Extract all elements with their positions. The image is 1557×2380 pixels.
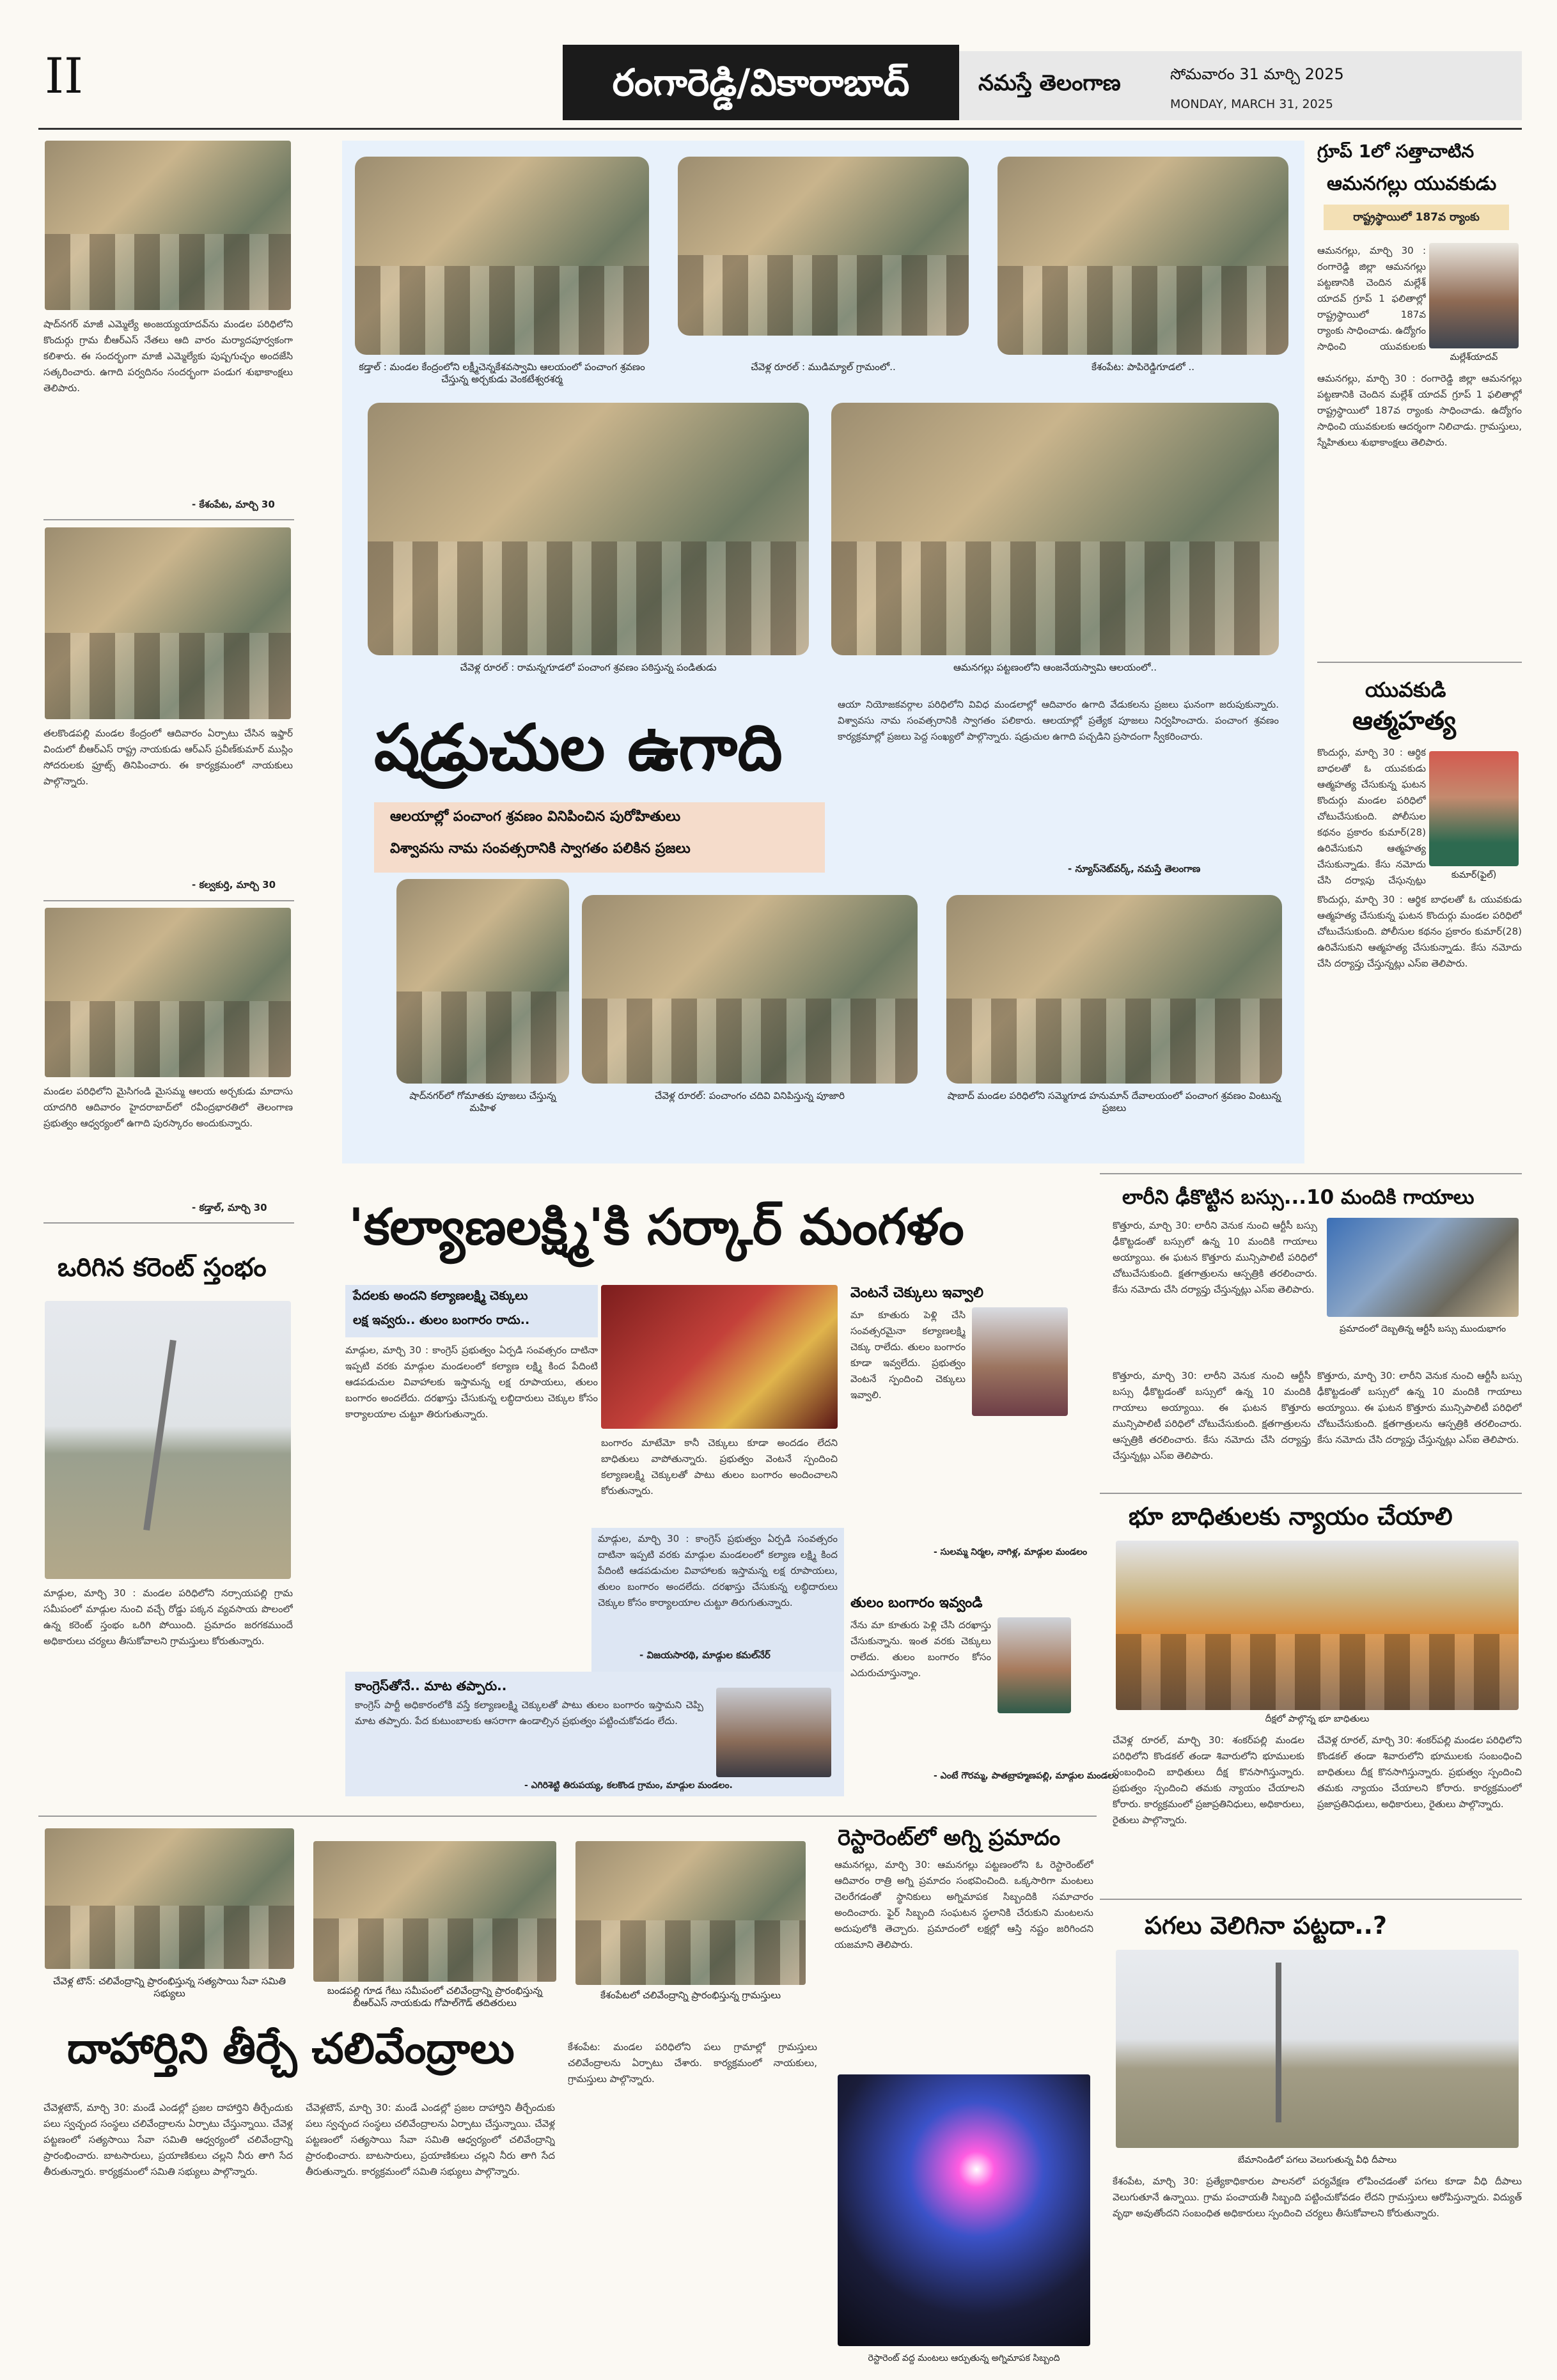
ugadi-photo-3 — [998, 157, 1288, 355]
ugadi-headline: షడ్రుచుల ఉగాది — [374, 710, 783, 785]
quote-title: కాంగ్రెస్‌తోనే.. మాట తప్పారు.. — [355, 1678, 507, 1693]
side2-title: తులం బంగారం ఇవ్వండి — [850, 1595, 983, 1611]
suicide-text-cont: కొందుర్గు, మార్చి 30 : ఆర్థిక బాధలతో ఓ యువకుడు ఆత్మహత్య చేసుకున్న ఘటన కొందుర్గు మండల పరిధిలో చోటుచేసుకుంది. పోలీసుల కథనం ప్రకారం కుమార్(28) ఉరివేసుకుని ఆత్మహత్య చేసుకున్నాడు. కేసు నమోదు చేసి దర్యాప్తు చేస్తున్నట్లు ఎస్‌ఐ తెలిపారు. — [1317, 894, 1522, 969]
divider — [38, 1816, 1097, 1817]
ugadi-photo-1 — [355, 157, 649, 355]
kalyana-headline: 'కల్యాణలక్ష్మి'కి సర్కార్ మంగళం — [348, 1199, 964, 1256]
suicide-photo-caption: కుమార్(ఫైల్) — [1451, 870, 1497, 880]
chalivendram-text-2: చేవెళ్లటౌన్, మార్చి 30: మండే ఎండల్లో ప్రజల దాహార్తిని తీర్చేందుకు పలు స్వచ్ఛంద సంస్థలు చలివేంద్రాలను ఏర్పాటు చేస్తున్నాయి. చేవెళ్ల పట్టణంలో సత్యసాయి సేవా సమితి ఆధ్వర్యంలో చలివేంద్రాన్ని ప్రారంభించారు. బాటసారులు, ప్రయాణికులు చల్లని నీరు తాగి సేద తీరుతున్నారు. కార్యక్రమంలో సమితి సభ్యులు పాల్గొన్నారు. — [306, 2102, 555, 2177]
fire-photo — [838, 2074, 1090, 2346]
masthead-rule — [38, 128, 1522, 130]
ugadi-caption-1: కడ్తాల్ : మండల కేంద్రంలోని లక్ష్మీచెన్నకేశవస్వామి ఆలయంలో పంచాంగ శ్రవణం చేస్తున్న అర్చకుడు వెంకటేశ్వరశర్మ — [359, 361, 645, 385]
ugadi-photo-2 — [678, 157, 969, 336]
bus-photo-caption: ప్రమాదంలో దెబ్బతిన్న ఆర్టీసీ బస్సు ముందుభాగం — [1339, 1324, 1506, 1334]
chalivendram-text-3: కేశంపేట: మండల పరిధిలోని పలు గ్రామాల్లో గ్రామస్తులు చలివేంద్రాలను ఏర్పాటు చేశారు. కార్యక్రమంలో నాయకులు, గ్రామస్తులు పాల్గొన్నారు. — [568, 2041, 817, 2085]
ugadi-photo-7 — [582, 895, 918, 1084]
bottom-caption-1: చేవెళ్ల టౌన్: చలివేంద్రాన్ని ప్రారంభిస్తున్న సత్యసాయి సేవా సమితి సభ్యులు — [53, 1975, 286, 1999]
left-story3-sign: - కడ్తాల్, మార్చి 30 — [192, 1202, 267, 1213]
left-story2-sign: - కల్వకుర్తి, మార్చి 30 — [192, 879, 276, 891]
kalyana-sign: - విజయసారథి, మాడ్గుల కమల్‌నేర్ — [639, 1649, 771, 1661]
bus-text-cont: కొత్తూరు, మార్చి 30: లారీని వెనుక నుంచి ఆర్టీసీ బస్సు ఢీకొట్టడంతో బస్సులో ఉన్న 10 మందికి గాయాలు అయ్యాయి. ఈ ఘటన కొత్తూరు మున్సిపాలిటీ పరిధిలో చోటుచేసుకుంది. క్షతగాత్రులను ఆస్పత్రికి తరలించారు. కేసు నమోదు చేసి దర్యాప్తు చేస్తున్నట్లు ఎస్‌ఐ తెలిపారు. — [1317, 1370, 1522, 1445]
ugadi-subhead-2: విశ్వావసు నామ సంవత్సరానికి స్వాగతం పలికిన ప్రజలు — [390, 841, 691, 857]
left-story1-text: షాద్‌నగర్ మాజీ ఎమ్మెల్యే అంజయ్యయాదవ్‌ను మండల పరిధిలోని కొందుర్గు గ్రామ బీఆర్‌ఎస్ నేతలు ఆది వారం మర్యాదపూర్వకంగా కలిశారు. ఈ సందర్భంగా మాజీ ఎమ్మెల్యేకు పుష్పగుచ్ఛం అందజేసి సత్కరించారు. ఉగాది పర్వదినం సందర్భంగా పండుగ శుభాకాంక్షలు తెలిపారు. — [43, 318, 293, 394]
current-pole-headline: ఒరిగిన కరెంట్ స్తంభం — [58, 1253, 267, 1282]
side1-title: వెంటనే చెక్కులు ఇవ్వాలి — [850, 1285, 983, 1301]
section-title: రంగారెడ్డి/వికారాబాద్ — [563, 45, 959, 120]
masthead — [38, 38, 1522, 121]
kalyana-subhead-1: పేదలకు అందని కల్యాణలక్ష్మి చెక్కులు — [353, 1289, 528, 1303]
side2-person-photo — [998, 1617, 1071, 1713]
page-number: II — [45, 47, 84, 104]
lights-text: కేశంపేట, మార్చి 30: ప్రత్యేకాధికారుల పాలనలో పర్యవేక్షణ లోపించడంతో పగలు కూడా వీధి దీపాలు వెలుగుతూనే ఉన్నాయి. గ్రామ పంచాయతీ సిబ్బంది పట్టించుకోవడం లేదని గ్రామస్తులు ఆరోపిస్తున్నారు. విద్యుత్ వృథా అవుతోందని సంబంధిత అధికారులు స్పందించి చర్యలు తీసుకోవాలని కోరుతున్నారు. — [1113, 2175, 1522, 2219]
photo-current-pole — [45, 1301, 291, 1579]
chalivendram-photo-3 — [575, 1841, 806, 1985]
ugadi-photo-5 — [831, 403, 1279, 655]
ugadi-caption-6: షాద్‌నగర్‌లో గోమాతకు పూజలు చేస్తున్న మహిళ — [409, 1090, 556, 1114]
ugadi-sign: - న్యూస్‌నెట్‌వర్క్, నమస్తే తెలంగాణ — [1068, 863, 1201, 875]
lights-photo-caption: బేమానిండిలో పగలు వెలుగుతున్న వీధి దీపాలు — [1237, 2155, 1397, 2165]
left-story2-text: తలకొండపల్లి మండల కేంద్రంలో ఆదివారం ఏర్పాటు చేసిన ఇఫ్తార్ విందులో బీఆర్‌ఎస్ రాష్ట్ర నాయకుడు ఆర్‌ఎస్ ప్రవీణ్‌కుమార్ ముస్లిం సోదరులకు ఫ్రూట్స్ తినిపించారు. ఈ కార్యక్రమంలో నాయకులు పాల్గొన్నారు. — [43, 727, 293, 787]
side1-sign: - సులమ్మ నిర్మల, నాగిళ్ల, మాడ్గుల మండలం — [934, 1547, 1088, 1557]
left-story1-sign: - కేశంపేట, మార్చి 30 — [192, 499, 275, 510]
divider — [1100, 1173, 1522, 1174]
wedding-hands-photo — [601, 1285, 838, 1429]
group1-tag: రాష్ట్రస్థాయిలో 187వ ర్యాంకు — [1324, 205, 1509, 230]
ugadi-subhead-1: ఆలయాల్లో పంచాంగ శ్రవణం వినిపించిన పురోహితులు — [390, 809, 681, 825]
photo-iftar — [45, 527, 291, 719]
ugadi-caption-3: కేశంపేట: పాపిరెడ్డిగూడలో .. — [1091, 361, 1195, 373]
paper-name: నమస్తే తెలంగాణ — [978, 70, 1121, 96]
date-english: MONDAY, MARCH 31, 2025 — [1170, 97, 1333, 111]
divider — [1100, 1493, 1522, 1494]
group1-headline-2: ఆమనగల్లు యువకుడు — [1327, 173, 1497, 195]
suicide-text: కొందుర్గు, మార్చి 30 : ఆర్థిక బాధలతో ఓ యువకుడు ఆత్మహత్య చేసుకున్న ఘటన కొందుర్గు మండల పరిధిలో చోటుచేసుకుంది. పోలీసుల కథనం ప్రకారం కుమార్(28) ఉరివేసుకుని ఆత్మహత్య చేసుకున్నాడు. కేసు నమోదు చేసి దర్యాప్తు చేస్తున్నట్లు — [1317, 747, 1426, 885]
ugadi-caption-5: ఆమనగల్లు పట్టణంలోని ఆంజనేయస్వామి ఆలయంలో.. — [953, 662, 1157, 673]
divider — [1100, 1899, 1522, 1900]
bus-text: కొత్తూరు, మార్చి 30: లారీని వెనుక నుంచి ఆర్టీసీ బస్సు ఢీకొట్టడంతో బస్సులో ఉన్న 10 మందికి గాయాలు అయ్యాయి. ఈ ఘటన కొత్తూరు మున్సిపాలిటీ పరిధిలో చోటుచేసుకుంది. క్షతగాత్రులను ఆస్పత్రికి తరలించారు. కేసు నమోదు చేసి దర్యాప్తు చేస్తున్నట్లు ఎస్‌ఐ తెలిపారు. — [1113, 1220, 1317, 1295]
group1-text: ఆమనగల్లు, మార్చి 30 : రంగారెడ్డి జిల్లా ఆమనగల్లు పట్టణానికి చెందిన మల్లేశ్ యాదవ్ గ్రూప్ 1 ఫలితాల్లో రాష్ట్రస్థాయిలో 187వ ర్యాంకు సాధించాడు. ఉద్యోగం సాధించి యువకులకు — [1317, 245, 1426, 352]
suicide-photo — [1429, 751, 1519, 866]
kalyana-text: మాడ్గుల, మార్చి 30 : కాంగ్రెస్ ప్రభుత్వం ఏర్పడి సంవత్సరం దాటినా ఇప్పటి వరకు మాడ్గుల మండలంలో కల్యాణ లక్ష్మి కింద పేదింటి ఆడపడుచుల వివాహాలకు ఇస్తామన్న లక్ష రూపాయలు, తులం బంగారం అందలేదు. దరఖాస్తు చేసుకున్న లబ్ధిదారులు చెక్కుల కోసం కార్యాలయాల చుట్టూ తిరుగుతున్నారు. — [345, 1344, 598, 1420]
kalyana-box-text: మాడ్గుల, మార్చి 30 : కాంగ్రెస్ ప్రభుత్వం ఏర్పడి సంవత్సరం దాటినా ఇప్పటి వరకు మాడ్గుల మండలంలో కల్యాణ లక్ష్మి కింద పేదింటి ఆడపడుచుల వివాహాలకు ఇస్తామన్న లక్ష రూపాయలు, తులం బంగారం అందలేదు. దరఖాస్తు చేసుకున్న లబ్ధిదారులు చెక్కుల కోసం కార్యాలయాల చుట్టూ తిరుగుతున్నారు. — [598, 1533, 838, 1608]
group1-headline-1: గ్రూప్ 1లో సత్తాచాటిన — [1317, 141, 1475, 162]
current-pole-text: మాడ్గుల, మార్చి 30 : మండల పరిధిలోని నర్సాయపల్లి గ్రామ సమీపంలో మాడ్గుల నుంచి వచ్చే రోడ్డు పక్కన వ్యవసాయ పొలంలో ఉన్న కరెంట్ స్తంభం ఒరిగి పోయింది. ప్రమాదం జరగకముందే అధికారులు చర్యలు తీసుకోవాలని గ్రామస్తులు కోరుతున్నారు. — [43, 1587, 293, 1647]
pole-shape — [1276, 1963, 1281, 2122]
bottom-caption-3: కేశంపేటలో చలివేంద్రాన్ని ప్రారంభిస్తున్న గ్రామస్తులు — [600, 1989, 781, 2001]
side2-text: నేను మా కూతురు పెళ్లి చేసి దరఖాస్తు చేసుకున్నాను. ఇంత వరకు చెక్కులు రాలేదు. తులం బంగారం కోసం ఎదురుచూస్తున్నాం. — [850, 1619, 991, 1679]
bus-headline: లారీని ఢీకొట్టిన బస్సు...10 మందికి గాయాలు — [1122, 1186, 1475, 1209]
divider — [43, 519, 294, 520]
land-headline: భూ బాధితులకు న్యాయం చేయాలి — [1129, 1502, 1453, 1530]
quote-text: కాంగ్రెస్ పార్టీ అధికారంలోకి వస్తే కల్యాణలక్ష్మి చెక్కులతో పాటు తులం బంగారం ఇస్తామని చెప్పి మాట తప్పారు. పేద కుటుంబాలకు ఆసరాగా ఉండాల్సిన ప్రభుత్వం పట్టించుకోవడం లేదు. — [355, 1699, 703, 1727]
chalivendram-photo-2 — [313, 1841, 556, 1982]
ugadi-caption-4: చేవెళ్ల రూరల్ : రామన్నగూడలో పంచాంగ శ్రవణం పఠిస్తున్న పండితుడు — [460, 662, 717, 673]
kalyana-subhead-2: లక్ష ఇవ్వరు.. తులం బంగారం రాదు.. — [353, 1313, 530, 1327]
bus-text-left: కొత్తూరు, మార్చి 30: లారీని వెనుక నుంచి ఆర్టీసీ బస్సు ఢీకొట్టడంతో బస్సులో ఉన్న 10 మందికి గాయాలు అయ్యాయి. ఈ ఘటన కొత్తూరు మున్సిపాలిటీ పరిధిలో చోటుచేసుకుంది. క్షతగాత్రులను ఆస్పత్రికి తరలించారు. కేసు నమోదు చేసి దర్యాప్తు చేస్తున్నట్లు ఎస్‌ఐ తెలిపారు. — [1113, 1370, 1311, 1461]
side1-text: మా కూతురు పెళ్లి చేసి సంవత్సరమైనా కల్యాణలక్ష్మి చెక్కు రాలేదు. తులం బంగారం కూడా ఇవ్వలేదు. ప్రభుత్వం వెంటనే స్పందించి చెక్కులు ఇవ్వాలి. — [850, 1309, 966, 1401]
land-photo-caption: దీక్షలో పాల్గొన్న భూ బాధితులు — [1265, 1714, 1370, 1724]
lights-photo — [1116, 1950, 1519, 2148]
bottom-caption-2: బండపల్లి గూడ గేటు సమీపంలో చలివేంద్రాన్ని ప్రారంభిస్తున్న బీఆర్‌ఎస్ నాయకుడు గోపాల్‌గౌడ్ తదితరులు — [327, 1985, 543, 2009]
kalyana-text-2: బంగారం మాటేమో కానీ చెక్కులు కూడా అందడం లేదని బాధితులు వాపోతున్నారు. ప్రభుత్వం వెంటనే స్పందించి కల్యాణలక్ష్మి చెక్కులతో పాటు తులం బంగారం అందించాలని కోరుతున్నారు. — [601, 1437, 838, 1497]
ugadi-photo-4 — [368, 403, 809, 655]
chalivendram-text: చేవెళ్లటౌన్, మార్చి 30: మండే ఎండల్లో ప్రజల దాహార్తిని తీర్చేందుకు పలు స్వచ్ఛంద సంస్థలు చలివేంద్రాలను ఏర్పాటు చేస్తున్నాయి. చేవెళ్ల పట్టణంలో సత్యసాయి సేవా సమితి ఆధ్వర్యంలో చలివేంద్రాన్ని ప్రారంభించారు. బాటసారులు, ప్రయాణికులు చల్లని నీరు తాగి సేద తీరుతున్నారు. కార్యక్రమంలో సమితి సభ్యులు పాల్గొన్నారు. — [43, 2102, 293, 2177]
group1-text-cont: ఆమనగల్లు, మార్చి 30 : రంగారెడ్డి జిల్లా ఆమనగల్లు పట్టణానికి చెందిన మల్లేశ్ యాదవ్ గ్రూప్ 1 ఫలితాల్లో రాష్ట్రస్థాయిలో 187వ ర్యాంకు సాధించాడు. ఉద్యోగం సాధించి యువకులకు ఆదర్శంగా నిలిచాడు. గ్రామస్తులు, స్నేహితులు శుభాకాంక్షలు తెలిపారు. — [1317, 373, 1522, 448]
date-telugu: సోమవారం 31 మార్చి 2025 — [1170, 65, 1344, 83]
land-photo — [1116, 1541, 1519, 1710]
side2-sign: - ఎంటే గౌరమ్మ, పాతబ్రాహ్మణపల్లి, మాడ్గుల మండలం — [934, 1771, 1119, 1781]
fire-headline: రెస్టారెంట్‌లో అగ్ని ప్రమాదం — [838, 1825, 1061, 1851]
photo-award — [45, 908, 291, 1077]
group1-photo — [1429, 243, 1519, 348]
land-text-cont: చేవెళ్ల రూరల్, మార్చి 30: శంకర్‌పల్లి మండల పరిధిలోని కొండకల్ తండా శివారులోని భూములకు సంబంధించి బాధితులు దీక్ష కొనసాగిస్తున్నారు. ప్రభుత్వం స్పందించి తమకు న్యాయం చేయాలని కోరారు. కార్యక్రమంలో ప్రజాప్రతినిధులు, అధికారులు, రైతులు పాల్గొన్నారు. — [1317, 1734, 1522, 1810]
photo-meeting-mla — [45, 141, 291, 310]
ugadi-text: ఆయా నియోజకవర్గాల పరిధిలోని వివిధ మండలాల్లో ఆదివారం ఉగాది వేడుకలను ప్రజలు ఘనంగా జరుపుకున్నారు. విశ్వావసు నామ సంవత్సరానికి స్వాగతం పలికారు. ఆలయాల్లో ప్రత్యేక పూజలు నిర్వహించారు. పంచాంగ శ్రవణం కార్యక్రమాల్లో ప్రజలు పెద్ద సంఖ్యలో పాల్గొన్నారు. షడ్రుచుల ఉగాది పచ్చడిని ప్రసాదంగా స్వీకరించారు. — [838, 699, 1279, 742]
group1-photo-caption: మల్లేశ్‌యాదవ్ — [1450, 352, 1498, 362]
ugadi-caption-8: షాబాద్ మండల పరిధిలోని సమ్మెగూడ హనుమాన్ దేవాలయంలో పంచాంగ శ్రవణం వింటున్న ప్రజలు — [947, 1090, 1281, 1114]
fire-photo-caption: రెస్టారెంట్ వద్ద మంటలు ఆర్పుతున్న అగ్నిమాపక సిబ్బంది — [868, 2353, 1060, 2363]
fire-text: ఆమనగల్లు, మార్చి 30: ఆమనగల్లు పట్టణంలోని ఓ రెస్టారెంట్‌లో ఆదివారం రాత్రి అగ్ని ప్రమాదం సంభవించింది. ఒక్కసారిగా మంటలు చెలరేగడంతో స్థానికులు అగ్నిమాపక సిబ్బందికి సమాచారం అందించారు. ఫైర్ సిబ్బంది సంఘటన స్థలానికి చేరుకుని మంటలను అదుపులోకి తెచ్చారు. ప్రమాదంలో లక్షల్లో ఆస్తి నష్టం జరిగిందని యజమాని తెలిపారు. — [834, 1859, 1093, 1950]
divider — [43, 900, 294, 901]
bus-photo — [1327, 1218, 1519, 1317]
chalivendram-photo-1 — [45, 1828, 294, 1969]
suicide-headline-2: ఆత్మహత్య — [1352, 706, 1456, 736]
suicide-headline-1: యువకుడి — [1365, 678, 1446, 702]
divider — [43, 1222, 294, 1224]
ugadi-caption-2: చేవెళ్ల రూరల్ : ముడిమ్యాల్ గ్రామంలో.. — [751, 361, 896, 373]
pole-shape — [143, 1340, 176, 1530]
quote-sign: - ఎగిరిశెట్టి తిరుపయ్య, కలకొండ గ్రామం, మాడ్గుల మండలం. — [524, 1780, 733, 1791]
land-text: చేవెళ్ల రూరల్, మార్చి 30: శంకర్‌పల్లి మండల పరిధిలోని కొండకల్ తండా శివారులోని భూములకు సంబంధించి బాధితులు దీక్ష కొనసాగిస్తున్నారు. ప్రభుత్వం స్పందించి తమకు న్యాయం చేయాలని కోరారు. కార్యక్రమంలో ప్రజాప్రతినిధులు, అధికారులు, రైతులు పాల్గొన్నారు. — [1113, 1734, 1304, 1826]
divider — [1317, 662, 1522, 663]
side1-person-photo — [972, 1307, 1068, 1416]
chalivendram-headline: దాహార్తిని తీర్చే చలివేంద్రాలు — [67, 2024, 515, 2073]
left-story3-text: మండల పరిధిలోని మైసిగండి మైసమ్మ ఆలయ అర్చకుడు మాదాసు యాదగిరి ఆదివారం హైదరాబాద్‌లో రవీంద్రభారతిలో తెలంగాణ ప్రభుత్వం ఆధ్వర్యంలో ఉగాది పురస్కారం అందుకున్నారు. — [43, 1085, 293, 1129]
ugadi-photo-6 — [396, 879, 569, 1084]
ugadi-caption-7: చేవెళ్ల రూరల్: పంచాంగం చదివి వినిపిస్తున్న పూజారి — [654, 1090, 845, 1101]
lights-headline: పగలు వెలిగినా పట్టదా..? — [1145, 1911, 1388, 1940]
ugadi-photo-8 — [946, 895, 1282, 1084]
quote-person-photo — [716, 1688, 831, 1777]
